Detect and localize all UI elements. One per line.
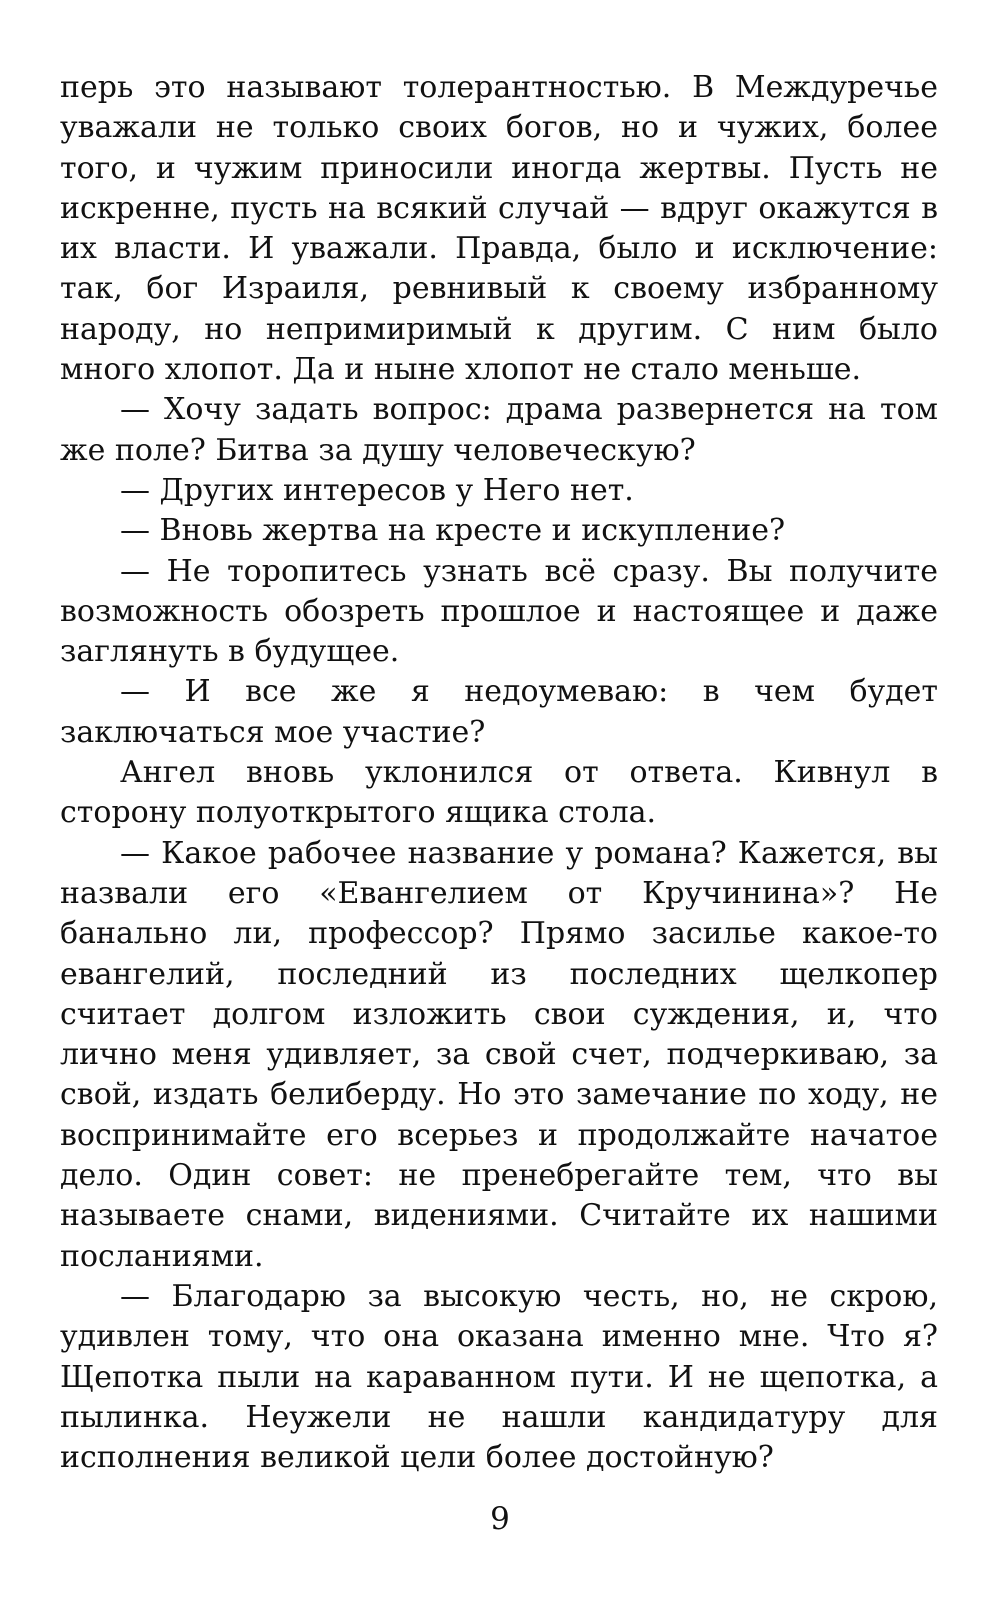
paragraph-continuation: перь это называют толерантностью. В Междуречье уважали не только своих богов, но и чужих, более того, и чужим приносили иногда жертвы. Пусть не искренне, пусть на всякий случай — вдруг окажутся в их власти. И уважали. Правда, было и исключение: так, бог Израиля, ревнивый к своему избранному народу, но непримиримый к другим. С ним было много хлопот. Да и ныне хлопот не стало меньше. (60, 70, 938, 388)
dialogue-line: — Не торопитесь узнать всё сразу. Вы получите возможность обозреть прошлое и настоящее и даже заглянуть в будущее. (60, 553, 938, 670)
dialogue-line: — Какое рабочее название у романа? Кажется, вы назвали его «Евангелием от Кручинина»? Не банально ли, профессор? Прямо засилье какое-то евангелий, последний из последних щелкопер считает долгом изложить свои суждения, и, что лично меня удивляет, за свой счет, подчеркиваю, за свой, издать белиберду. Но это замечание по ходу, не воспринимайте его всерьез и продолжайте начатое дело. Один совет: не пренебрегайте тем, что вы называете снами, видениями. Считайте их нашими посланиями. (60, 835, 938, 1274)
narrative-paragraph: Ангел вновь уклонился от ответа. Кивнул в сторону полуоткрытого ящика стола. (60, 755, 938, 831)
dialogue-line: — Вновь жертва на кресте и искупление? (120, 513, 786, 549)
dialogue-line: — И все же я недоумеваю: в чем будет заключаться мое участие? (60, 674, 938, 750)
page-number: 9 (490, 1501, 510, 1537)
dialogue-line: — Других интересов у Него нет. (120, 472, 634, 508)
body-text (60, 68, 938, 1478)
dialogue-line: — Хочу задать вопрос: драма развернется на том же поле? Битва за душу человеческую? (60, 392, 938, 468)
dialogue-line: — Благодарю за высокую честь, но, не скрою, удивлен тому, что она оказана именно мне. Что я? Щепотка пыли на караванном пути. И не щепотка, а пылинка. Неужели не нашли кандидатуру для исполнения великой цели более достойную? (60, 1278, 938, 1476)
